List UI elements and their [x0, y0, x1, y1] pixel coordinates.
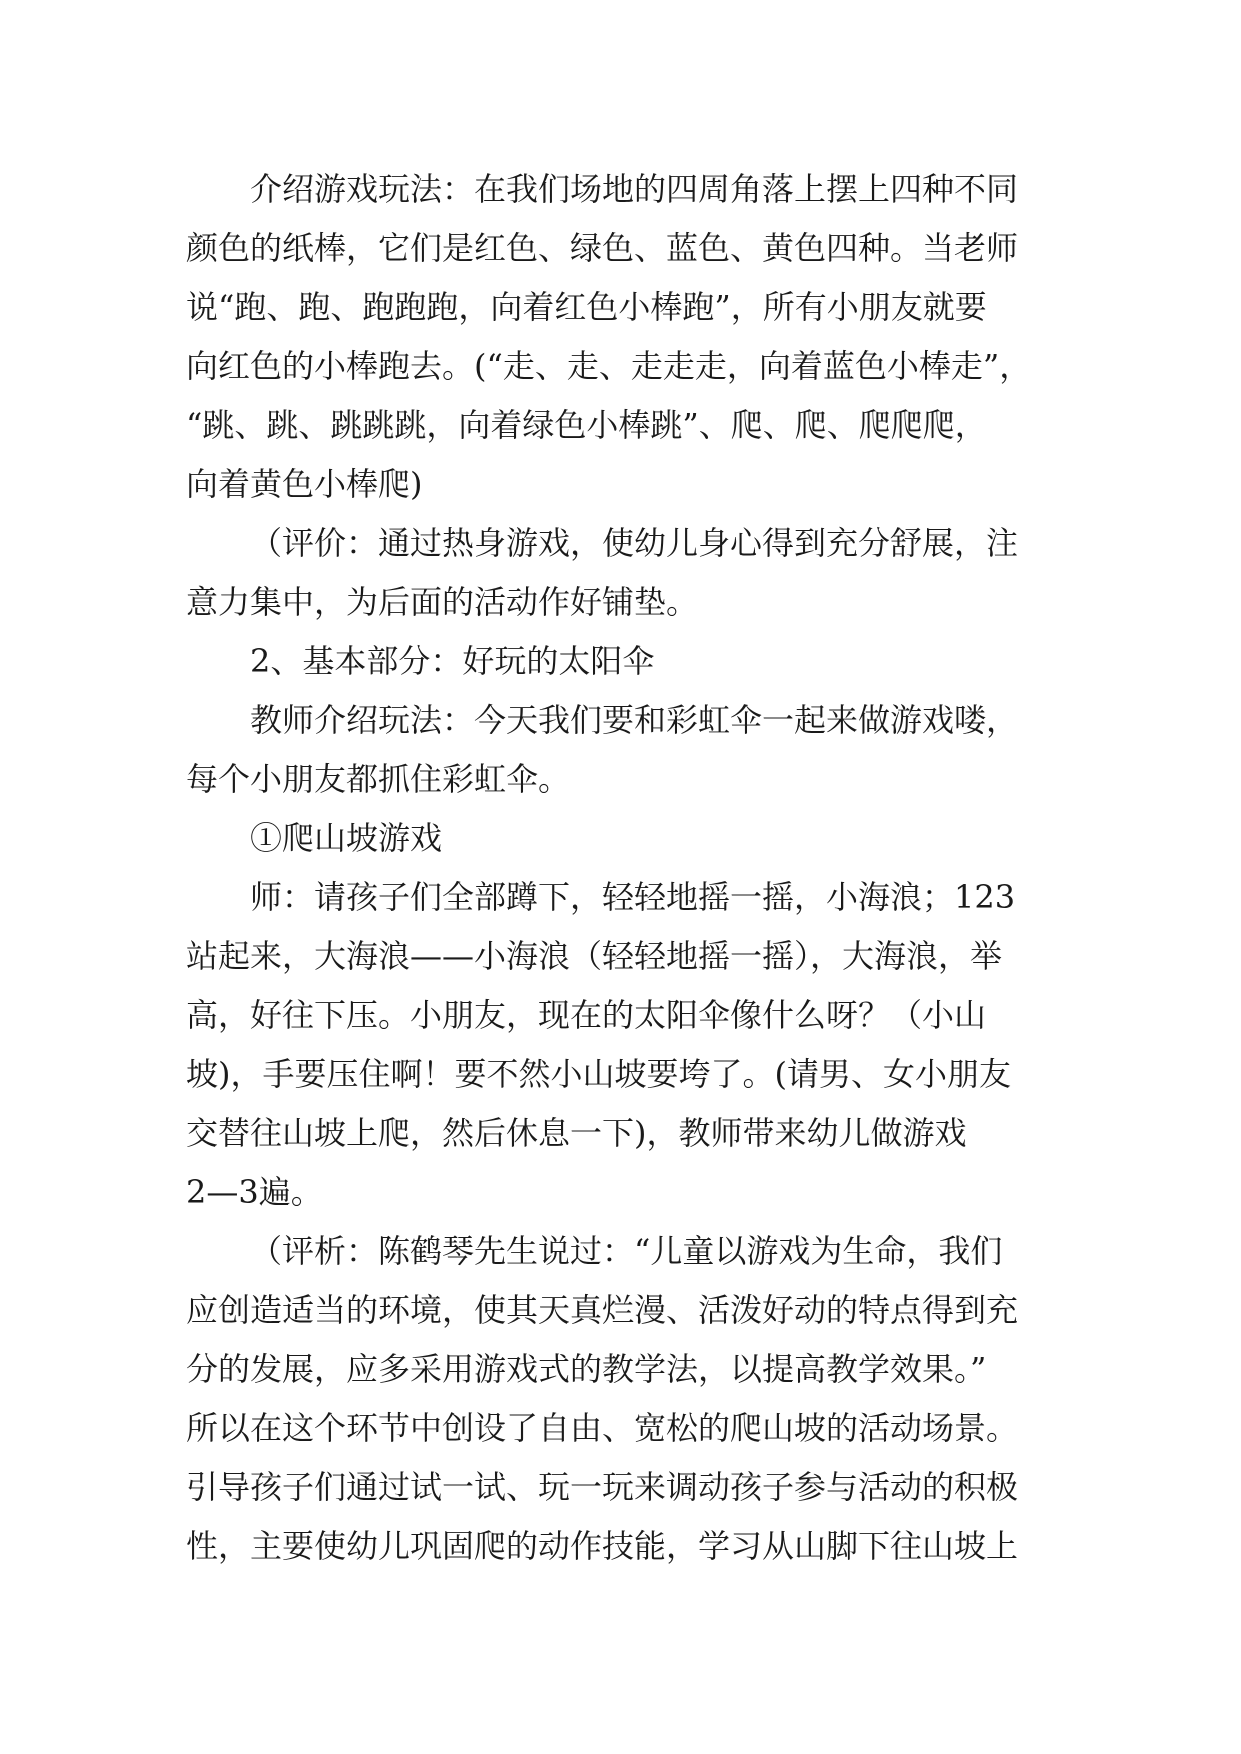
text-line: 交替往山坡上爬，然后休息一下)，教师带来幼儿做游戏 [186, 1114, 967, 1152]
text-line: 性，主要使幼儿巩固爬的动作技能，学习从山脚下往山坡上 [186, 1527, 1019, 1565]
document-body [186, 160, 1086, 1576]
text-line: “跳、跳、跳跳跳，向着绿色小棒跳”、爬、爬、爬爬爬， [186, 406, 987, 444]
text-line: 站起来，大海浪——小海浪（轻轻地摇一摇），大海浪，举 [186, 937, 1003, 975]
text-line: 意力集中，为后面的活动作好铺垫。 [186, 583, 699, 621]
text-line: 所以在这个环节中创设了自由、宽松的爬山坡的活动场景。 [186, 1409, 1019, 1447]
text-line: 向红色的小棒跑去。(“走、走、走走走，向着蓝色小棒走”， [186, 347, 1032, 385]
text-line: 介绍游戏玩法：在我们场地的四周角落上摆上四种不同 [250, 170, 1019, 208]
text-line: 师：请孩子们全部蹲下，轻轻地摇一摇，小海浪；123 [250, 878, 1016, 916]
subheading-climb-slope-game [186, 809, 1086, 868]
text-line: 颜色的纸棒，它们是红色、绿色、蓝色、黄色四种。当老师 [186, 229, 1019, 267]
text-line: 引导孩子们通过试一试、玩一玩来调动孩子参与活动的积极 [186, 1468, 1019, 1506]
paragraph-analysis [186, 1222, 1086, 1576]
paragraph-teacher-intro [186, 691, 1086, 809]
text-line: 坡)，手要压住啊！要不然小山坡要垮了。(请男、女小朋友 [186, 1055, 1011, 1093]
text-line: 2、基本部分：好玩的太阳伞 [250, 642, 655, 680]
text-line: 高，好往下压。小朋友，现在的太阳伞像什么呀？（小山 [186, 996, 987, 1034]
text-line: 每个小朋友都抓住彩虹伞。 [186, 760, 571, 798]
section-heading-basic-part [186, 632, 1086, 691]
paragraph-teacher-instructions [186, 868, 1086, 1222]
text-line: ①爬山坡游戏 [250, 819, 443, 857]
text-line: 应创造适当的环境，使其天真烂漫、活泼好动的特点得到充 [186, 1291, 1019, 1329]
text-line: 说“跑、跑、跑跑跑，向着红色小棒跑”，所有小朋友就要 [186, 288, 987, 326]
text-line: （评价：通过热身游戏，使幼儿身心得到充分舒展，注 [250, 524, 1019, 562]
text-line: （评析：陈鹤琴先生说过：“儿童以游戏为生命，我们 [250, 1232, 1003, 1270]
text-line: 2—3遍。 [186, 1173, 323, 1211]
text-line: 分的发展，应多采用游戏式的教学法，以提高教学效果。” [186, 1350, 987, 1388]
paragraph-evaluation [186, 514, 1086, 632]
text-line: 教师介绍玩法：今天我们要和彩虹伞一起来做游戏喽， [250, 701, 1019, 739]
paragraph-game-rules [186, 160, 1086, 514]
text-line: 向着黄色小棒爬) [186, 465, 423, 503]
